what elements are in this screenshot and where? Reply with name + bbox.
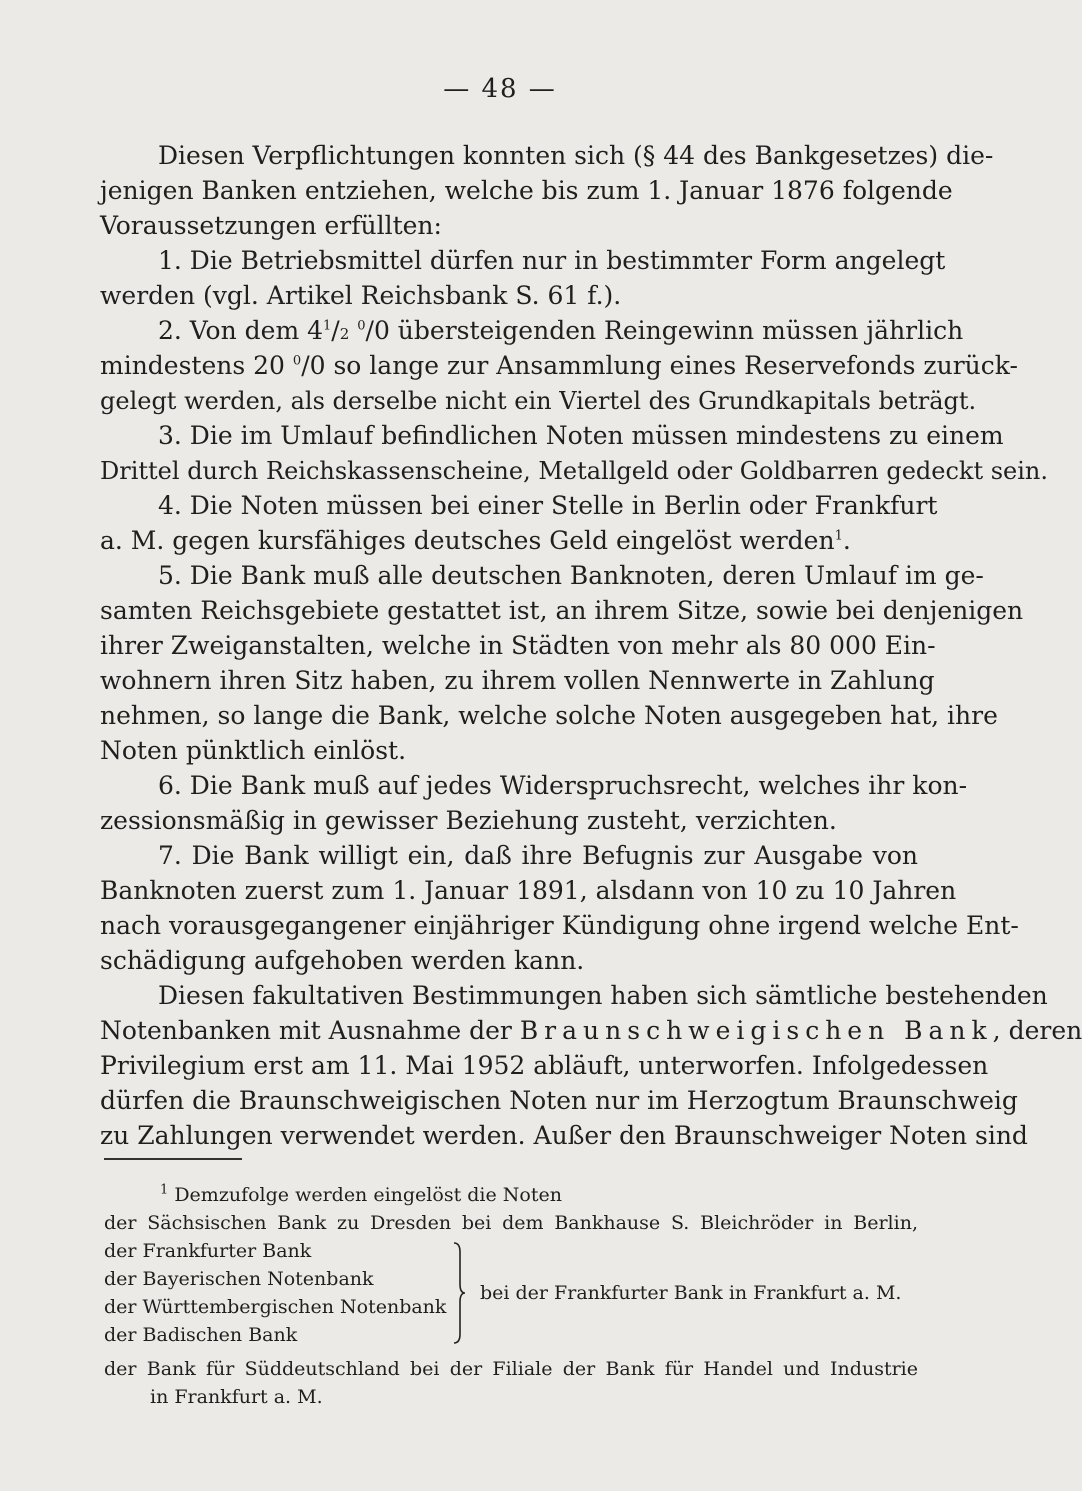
footnote-line: der Sächsischen Bank zu Dresden bei dem Bankhause S. Bleichröder in Berlin, — [104, 1212, 918, 1234]
text-line: Notenbanken mit Ausnahme der Braunschweigischen Bank, deren — [100, 1016, 1082, 1045]
footnote-line: der Württembergischen Notenbank — [104, 1296, 447, 1318]
text-line: nach vorausgegangener einjähriger Kündigung ohne irgend welche Ent- — [100, 911, 1019, 940]
text-line: werden (vgl. Artikel Reichsbank S. 61 f.). — [100, 281, 622, 310]
text-line: Voraussetzungen erfüllten: — [100, 211, 442, 240]
list-item-4: 4. Die Noten müssen bei einer Stelle in Berlin oder Frankfurt — [158, 491, 938, 520]
text-line: Drittel durch Reichskassenscheine, Metallgeld oder Goldbarren gedeckt sein. — [100, 457, 1048, 485]
footnote-line: in Frankfurt a. M. — [150, 1386, 323, 1408]
list-item-3: 3. Die im Umlauf befindlichen Noten müssen mindestens zu einem — [158, 421, 1004, 450]
text-line: nehmen, so lange die Bank, welche solche Noten ausgegeben hat, ihre — [100, 701, 998, 730]
footnote-line: der Badischen Bank — [104, 1324, 298, 1346]
text-line: gelegt werden, als derselbe nicht ein Viertel des Grundkapitals beträgt. — [100, 387, 977, 415]
footnote-line: der Frankfurter Bank — [104, 1240, 312, 1262]
footnote-line: der Bank für Süddeutschland bei der Filiale der Bank für Handel und Industrie — [104, 1358, 918, 1380]
footnote-marker: 1 — [160, 1182, 169, 1198]
text-line: mindestens 20 $^0$/0 so lange zur Ansammlung eines Reservefonds zurück- — [100, 351, 1018, 380]
list-item-6: 6. Die Bank muß auf jedes Widerspruchsrecht, welches ihr kon- — [158, 771, 968, 800]
text-line: wohnern ihren Sitz haben, zu ihrem vollen Nennwerte in Zahlung — [100, 666, 935, 695]
text-line: jenigen Banken entziehen, welche bis zum 1. Januar 1876 folgende — [100, 176, 953, 205]
footnote-intro: $^1$ Demzufolge werden eingelöst die Noten — [160, 1182, 562, 1206]
list-item-5: 5. Die Bank muß alle deutschen Banknoten, deren Umlauf im ge- — [158, 561, 984, 590]
text-line: ihrer Zweiganstalten, welche in Städten von mehr als 80 000 Ein- — [100, 631, 936, 660]
text-line: zessionsmäßig in gewisser Beziehung zusteht, verzichten. — [100, 806, 837, 835]
footnote-divider — [104, 1158, 242, 1160]
text-line: Privilegium erst am 11. Mai 1952 abläuft, unterworfen. Infolgedessen — [100, 1051, 989, 1080]
page-number: — 48 — — [443, 74, 557, 104]
list-item-7: 7. Die Bank willigt ein, daß ihre Befugnis zur Ausgabe von — [158, 841, 918, 870]
footnote-reference: 1 — [834, 528, 843, 544]
list-item-1: 1. Die Betriebsmittel dürfen nur in bestimmter Form angelegt — [158, 246, 946, 275]
text-line: dürfen die Braunschweigischen Noten nur im Herzogtum Braunschweig — [100, 1086, 1018, 1115]
text-line: zu Zahlungen verwendet werden. Außer den Braunschweiger Noten sind — [100, 1121, 1028, 1150]
text-line: Banknoten zuerst zum 1. Januar 1891, alsdann von 10 zu 10 Jahren — [100, 876, 957, 905]
text-line: Noten pünktlich einlöst. — [100, 736, 407, 765]
text-line: samten Reichsgebiete gestattet ist, an ihrem Sitze, sowie bei denjenigen — [100, 596, 1024, 625]
footnote-line: der Bayerischen Notenbank — [104, 1268, 374, 1290]
text-line: Diesen Verpflichtungen konnten sich (§ 44 des Bankgesetzes) die- — [158, 141, 994, 170]
right-brace-icon — [452, 1242, 466, 1344]
list-item-2: 2. Von dem $4^1/2$ $^0$/0 übersteigenden Reingewinn müssen jährlich — [158, 316, 964, 345]
spaced-emphasis: Braunschweigischen Bank — [519, 1016, 993, 1045]
footnote-brace-text: bei der Frankfurter Bank in Frankfurt a. M. — [480, 1282, 902, 1304]
text-line: a. M. gegen kursfähiges deutsches Geld eingelöst werden$^1$. — [100, 526, 851, 555]
text-line: Diesen fakultativen Bestimmungen haben sich sämtliche bestehenden — [158, 981, 1048, 1010]
text-line: schädigung aufgehoben werden kann. — [100, 946, 585, 975]
